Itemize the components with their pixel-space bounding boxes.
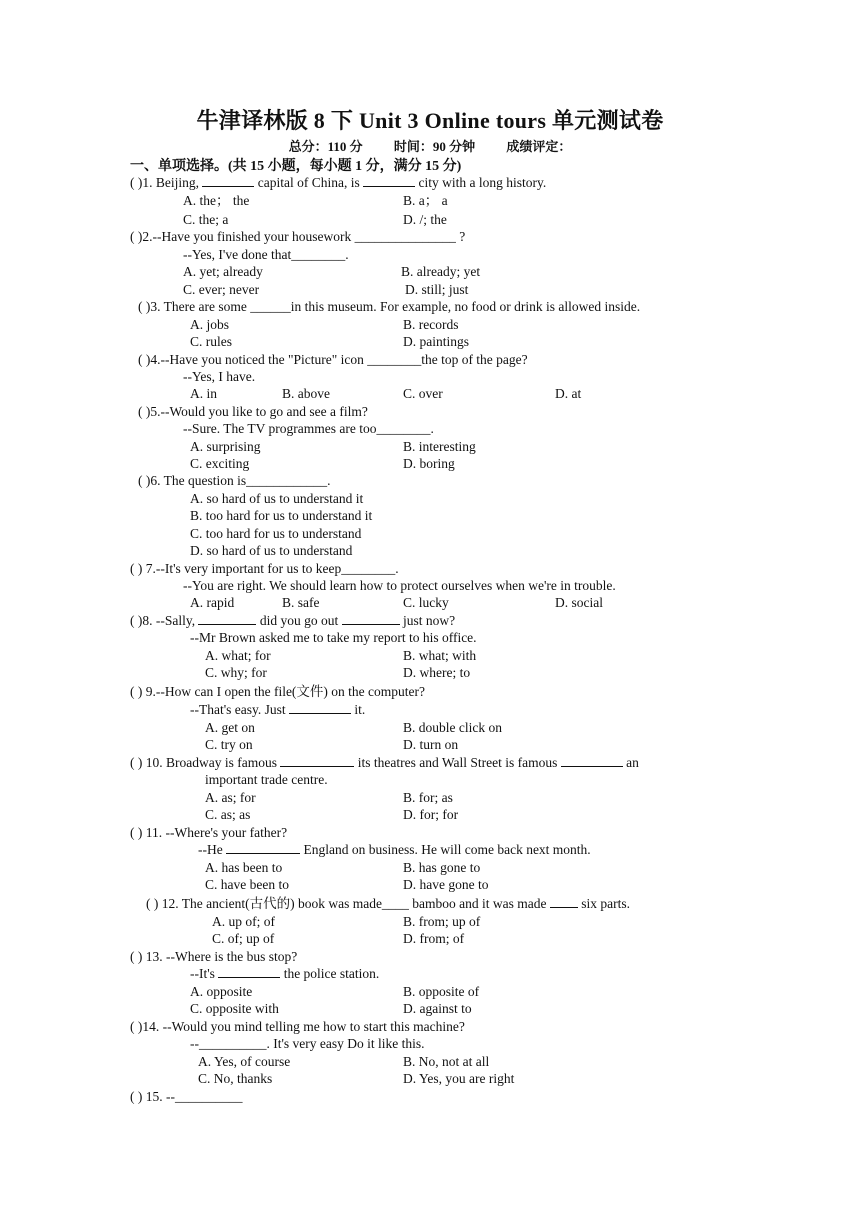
question-3: ( )3. There are some ______in this museum. For example, no food or drink is allowed inside. xyxy=(138,299,641,314)
q11-option-a: A. has been to xyxy=(205,860,283,875)
q2-option-a: A. yet; already xyxy=(183,264,263,279)
q5-answer-line: --Sure. The TV programmes are too________. xyxy=(183,421,434,436)
question-12: ( ) 12. The ancient(古代的) book was made____ bamboo and it was made six parts. xyxy=(146,896,631,911)
q5-option-b: B. interesting xyxy=(403,439,476,454)
q11-option-c: C. have been to xyxy=(205,877,289,892)
q4-option-a: A. in xyxy=(190,386,217,401)
q6-option-d: D. so hard of us to understand xyxy=(190,543,353,558)
q14-option-a: A. Yes, of course xyxy=(198,1054,291,1069)
question-13: ( ) 13. --Where is the bus stop? xyxy=(130,949,298,964)
q14-answer-line: --__________. It's very easy Do it like this. xyxy=(190,1036,425,1051)
q6-option-a: A. so hard of us to understand it xyxy=(190,491,364,506)
page-title: 牛津译林版 8 下 Unit 3 Online tours 单元测试卷 xyxy=(196,108,664,133)
q13-option-a: A. opposite xyxy=(190,984,253,999)
q3-option-b: B. records xyxy=(403,317,459,332)
question-8: ( )8. --Sally, did you go out just now? xyxy=(130,613,456,628)
q12-option-a: A. up of; of xyxy=(212,914,275,929)
q10-option-a: A. as; for xyxy=(205,790,256,805)
q10-option-b: B. for; as xyxy=(403,790,453,805)
question-10: ( ) 10. Broadway is famous its theatres and Wall Street is famous an xyxy=(130,755,639,770)
q4-option-b: B. above xyxy=(282,386,330,401)
q7-option-a: A. rapid xyxy=(190,595,235,610)
grade-label: 成绩评定： xyxy=(506,139,572,154)
question-5: ( )5.--Would you like to go and see a film? xyxy=(138,404,368,419)
q5-option-a: A. surprising xyxy=(190,439,261,454)
q9-option-a: A. get on xyxy=(205,720,255,735)
question-6: ( )6. The question is____________. xyxy=(138,473,331,488)
question-15: ( ) 15. --__________ xyxy=(130,1089,243,1104)
q3-option-a: A. jobs xyxy=(190,317,230,332)
q8-option-b: B. what; with xyxy=(403,648,477,663)
question-9: ( ) 9.--How can I open the file(文件) on the computer? xyxy=(130,684,426,699)
question-4: ( )4.--Have you noticed the "Picture" icon ________the top of the page? xyxy=(138,352,528,367)
q2-answer-line: --Yes, I've done that________. xyxy=(183,247,349,262)
q9-answer-line: --That's easy. Just it. xyxy=(190,702,366,717)
q14-option-b: B. No, not at all xyxy=(403,1054,490,1069)
q13-option-b: B. opposite of xyxy=(403,984,480,999)
q3-option-c: C. rules xyxy=(190,334,232,349)
q12-option-b: B. from; up of xyxy=(403,914,481,929)
q6-option-c: C. too hard for us to understand xyxy=(190,526,362,541)
q10-option-c: C. as; as xyxy=(205,807,251,822)
exam-time: 时间：90 分钟 xyxy=(393,139,476,154)
section-heading: 一、单项选择。(共 15 小题，每小题 1 分，满分 15 分) xyxy=(130,159,462,174)
q1-option-c: C. the; a xyxy=(183,212,229,227)
q7-option-d: D. social xyxy=(555,595,603,610)
question-1: ( )1. Beijing, capital of China, is city with a long history. xyxy=(130,175,547,190)
q2-option-c: C. ever; never xyxy=(183,282,260,297)
q13-option-d: D. against to xyxy=(403,1001,472,1016)
q9-option-c: C. try on xyxy=(205,737,253,752)
q1-option-b: B. a； a xyxy=(403,193,448,208)
q10-option-d: D. for; for xyxy=(403,807,459,822)
q13-answer-line: --It's the police station. xyxy=(190,966,380,981)
q1-option-d: D. /; the xyxy=(403,212,447,227)
q5-option-c: C. exciting xyxy=(190,456,250,471)
q9-option-d: D. turn on xyxy=(403,737,459,752)
q7-option-c: C. lucky xyxy=(403,595,449,610)
q13-option-c: C. opposite with xyxy=(190,1001,279,1016)
q14-option-c: C. No, thanks xyxy=(198,1071,273,1086)
q8-option-c: C. why; for xyxy=(205,665,267,680)
q7-answer-line: --You are right. We should learn how to protect ourselves when we're in trouble. xyxy=(183,578,616,593)
q4-answer-line: --Yes, I have. xyxy=(183,369,256,384)
q2-option-d: D. still; just xyxy=(405,282,469,297)
question-7: ( ) 7.--It's very important for us to keep________. xyxy=(130,561,399,576)
q9-option-b: B. double click on xyxy=(403,720,502,735)
q10-continuation: important trade centre. xyxy=(205,772,328,787)
q14-option-d: D. Yes, you are right xyxy=(403,1071,515,1086)
q8-option-a: A. what; for xyxy=(205,648,271,663)
q7-option-b: B. safe xyxy=(282,595,320,610)
q3-option-d: D. paintings xyxy=(403,334,469,349)
q5-option-d: D. boring xyxy=(403,456,455,471)
q11-option-d: D. have gone to xyxy=(403,877,489,892)
q11-option-b: B. has gone to xyxy=(403,860,481,875)
q12-option-d: D. from; of xyxy=(403,931,465,946)
q8-option-d: D. where; to xyxy=(403,665,471,680)
question-14: ( )14. --Would you mind telling me how to start this machine? xyxy=(130,1019,465,1034)
question-2: ( )2.--Have you finished your housework _______________ ? xyxy=(130,229,466,244)
q4-option-c: C. over xyxy=(403,386,443,401)
q11-answer-line: --He England on business. He will come back next month. xyxy=(198,842,591,857)
exam-meta xyxy=(0,136,860,155)
q2-option-b: B. already; yet xyxy=(401,264,481,279)
q1-option-a: A. the； the xyxy=(183,193,250,208)
q6-option-b: B. too hard for us to understand it xyxy=(190,508,373,523)
question-11: ( ) 11. --Where's your father? xyxy=(130,825,288,840)
q8-answer-line: --Mr Brown asked me to take my report to his office. xyxy=(190,630,477,645)
q4-option-d: D. at xyxy=(555,386,582,401)
total-score: 总分：110 分 xyxy=(288,139,363,154)
q12-option-c: C. of; up of xyxy=(212,931,275,946)
